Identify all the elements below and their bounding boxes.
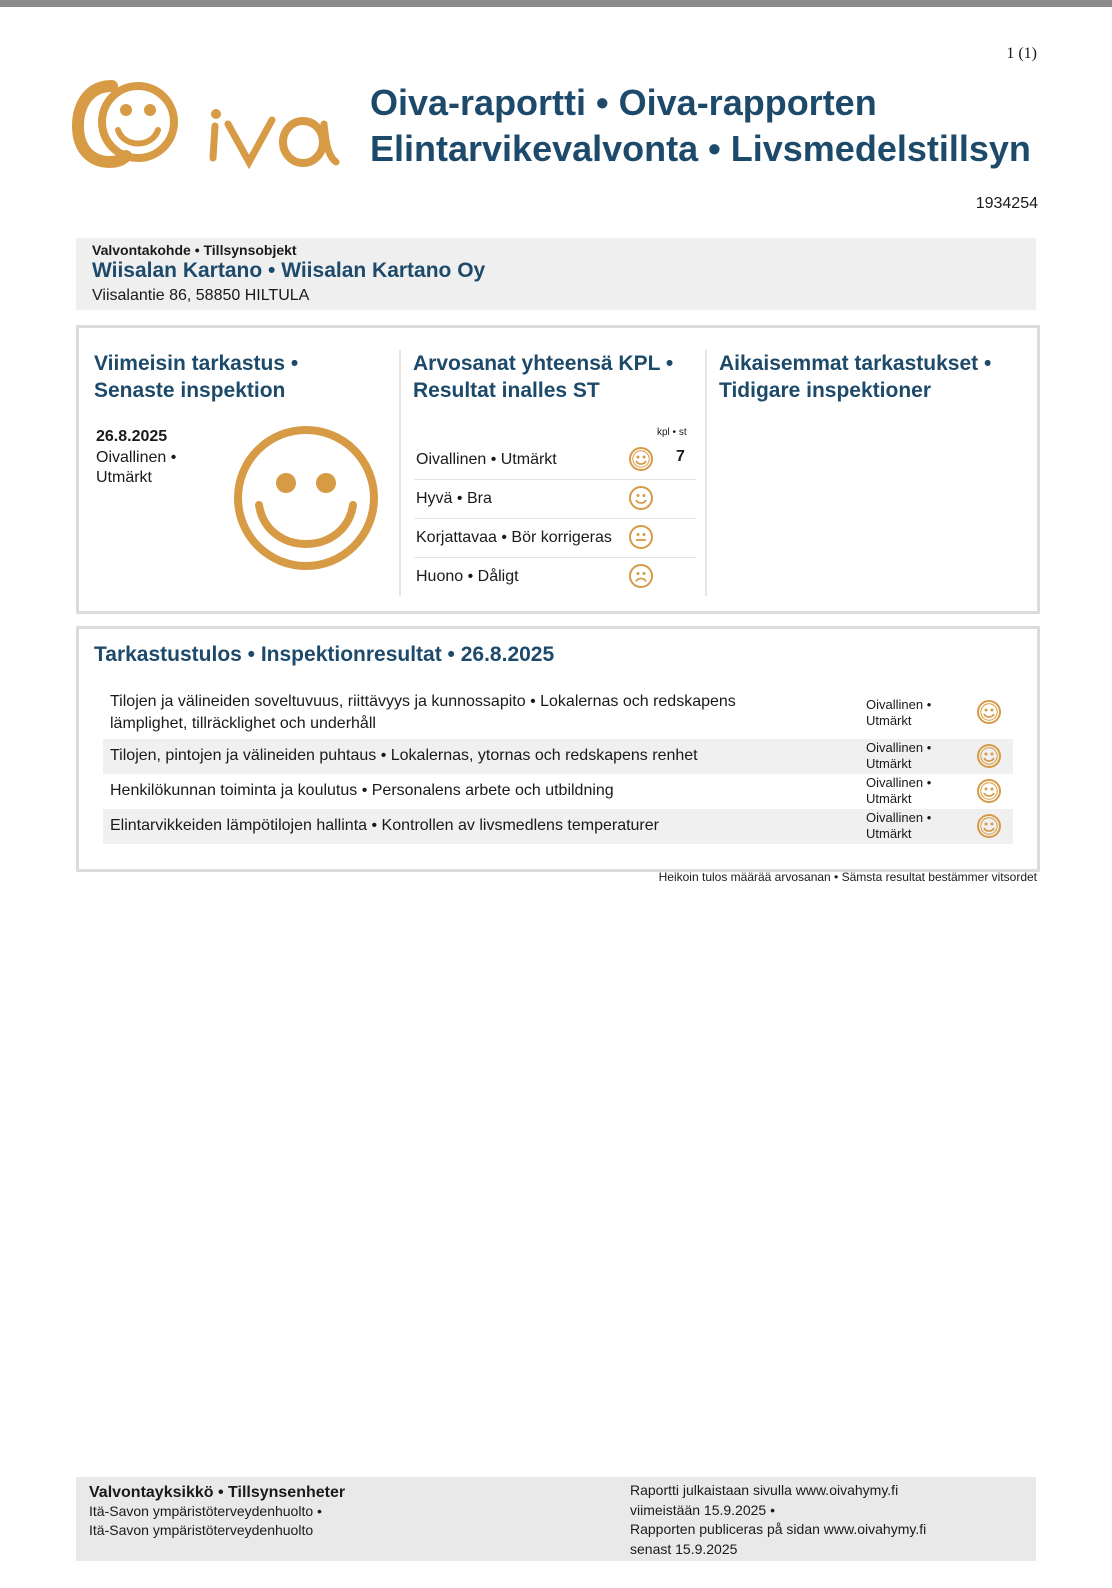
grade-label: Hyvä • Bra [416, 490, 492, 507]
smiley-excellent-icon [976, 743, 1002, 769]
grade-label: Huono • Dåligt [416, 568, 519, 585]
title-line-1: Oiva-raportti • Oiva-rapporten [370, 82, 877, 123]
publish-line: viimeistään 15.9.2025 • [630, 1501, 775, 1518]
grade-row-good [414, 479, 696, 519]
summary-panel [76, 325, 1040, 614]
publish-line: senast 15.9.2025 [630, 1540, 738, 1557]
previous-inspections-heading: Aikaisemmat tarkastukset • Tidigare inspektioner [719, 352, 992, 402]
inspection-target [76, 238, 1036, 310]
result-grade: Oivallinen • Utmärkt [866, 810, 932, 841]
grade-label: Korjattavaa • Bör korrigeras [416, 529, 612, 546]
inspection-results-panel [76, 626, 1040, 872]
report-number: 1934254 [975, 195, 1038, 212]
smiley-excellent-icon [976, 778, 1002, 804]
report-title [370, 80, 1031, 172]
smiley-excellent-icon [976, 699, 1002, 725]
target-name: Wiisalan Kartano • Wiisalan Kartano Oy [92, 259, 486, 282]
grade-row-poor [414, 557, 696, 596]
smiley-neutral-icon [628, 524, 654, 550]
results-footnote: Heikoin tulos määrää arvosanan • Sämsta resultat bestämmer vitsordet [658, 870, 1037, 884]
unit-line: Itä-Savon ympäristöterveydenhuolto [89, 1522, 314, 1538]
publication-info [630, 1481, 990, 1559]
result-row [103, 687, 1013, 739]
target-label: Valvontakohde • Tillsynsobjekt [92, 242, 297, 258]
grade-row-excellent [414, 440, 696, 480]
result-grade: Oivallinen • Utmärkt [866, 697, 932, 728]
results-heading: Tarkastustulos • Inspektionresultat • 26.8.2025 [94, 643, 555, 666]
smiley-excellent-icon [628, 446, 654, 472]
supervisory-unit [89, 1483, 345, 1540]
result-text: Elintarvikkeiden lämpötilojen hallinta • Kontrollen av livsmedlens temperaturer [110, 817, 659, 834]
footer [76, 1477, 1036, 1561]
latest-inspection-grade: Oivallinen • Utmärkt [96, 449, 177, 486]
publish-line: Rapporten publiceras på sidan www.oivahymy.fi [630, 1521, 927, 1537]
page-number: 1 (1) [1006, 45, 1037, 62]
grades-heading: Arvosanat yhteensä KPL • Resultat inalles ST [413, 352, 674, 402]
latest-inspection-heading: Viimeisin tarkastus • Senaste inspektion [94, 352, 299, 402]
unit-heading: Valvontayksikkö • Tillsynsenheter [89, 1484, 346, 1501]
oiva-logo [76, 78, 340, 170]
top-border [0, 0, 1112, 7]
target-address: Viisalantie 86, 58850 HILTULA [92, 287, 310, 304]
smiley-good-icon [628, 485, 654, 511]
column-divider [399, 350, 401, 596]
smiley-poor-icon [628, 563, 654, 589]
result-row [103, 809, 1013, 844]
column-divider [705, 350, 707, 596]
unit-line: Itä-Savon ympäristöterveydenhuolto • [89, 1503, 322, 1519]
result-grade: Oivallinen • Utmärkt [866, 740, 932, 771]
result-text: Tilojen, pintojen ja välineiden puhtaus • Lokalernas, ytornas och redskapens renhet [110, 747, 698, 764]
grade-count: 7 [676, 448, 685, 465]
grade-row-needs-correction [414, 518, 696, 558]
count-label: kpl • st [657, 427, 687, 438]
big-smiley-icon [231, 423, 381, 573]
publish-line: Raportti julkaistaan sivulla www.oivahymy.fi [630, 1482, 899, 1498]
result-grade: Oivallinen • Utmärkt [866, 775, 932, 806]
result-text: Henkilökunnan toiminta ja koulutus • Personalens arbete och utbildning [110, 782, 614, 799]
smiley-excellent-icon [976, 813, 1002, 839]
latest-inspection-date: 26.8.2025 [96, 428, 168, 445]
result-row [103, 774, 1013, 809]
result-text: Tilojen ja välineiden soveltuvuus, riittävyys ja kunnossapito • Lokalernas och redskapens lämplighet, tillräcklighet och underhåll [110, 693, 736, 732]
grade-label: Oivallinen • Utmärkt [416, 451, 557, 468]
result-row [103, 739, 1013, 774]
title-line-2: Elintarvikevalvonta • Livsmedelstillsyn [370, 128, 1031, 169]
